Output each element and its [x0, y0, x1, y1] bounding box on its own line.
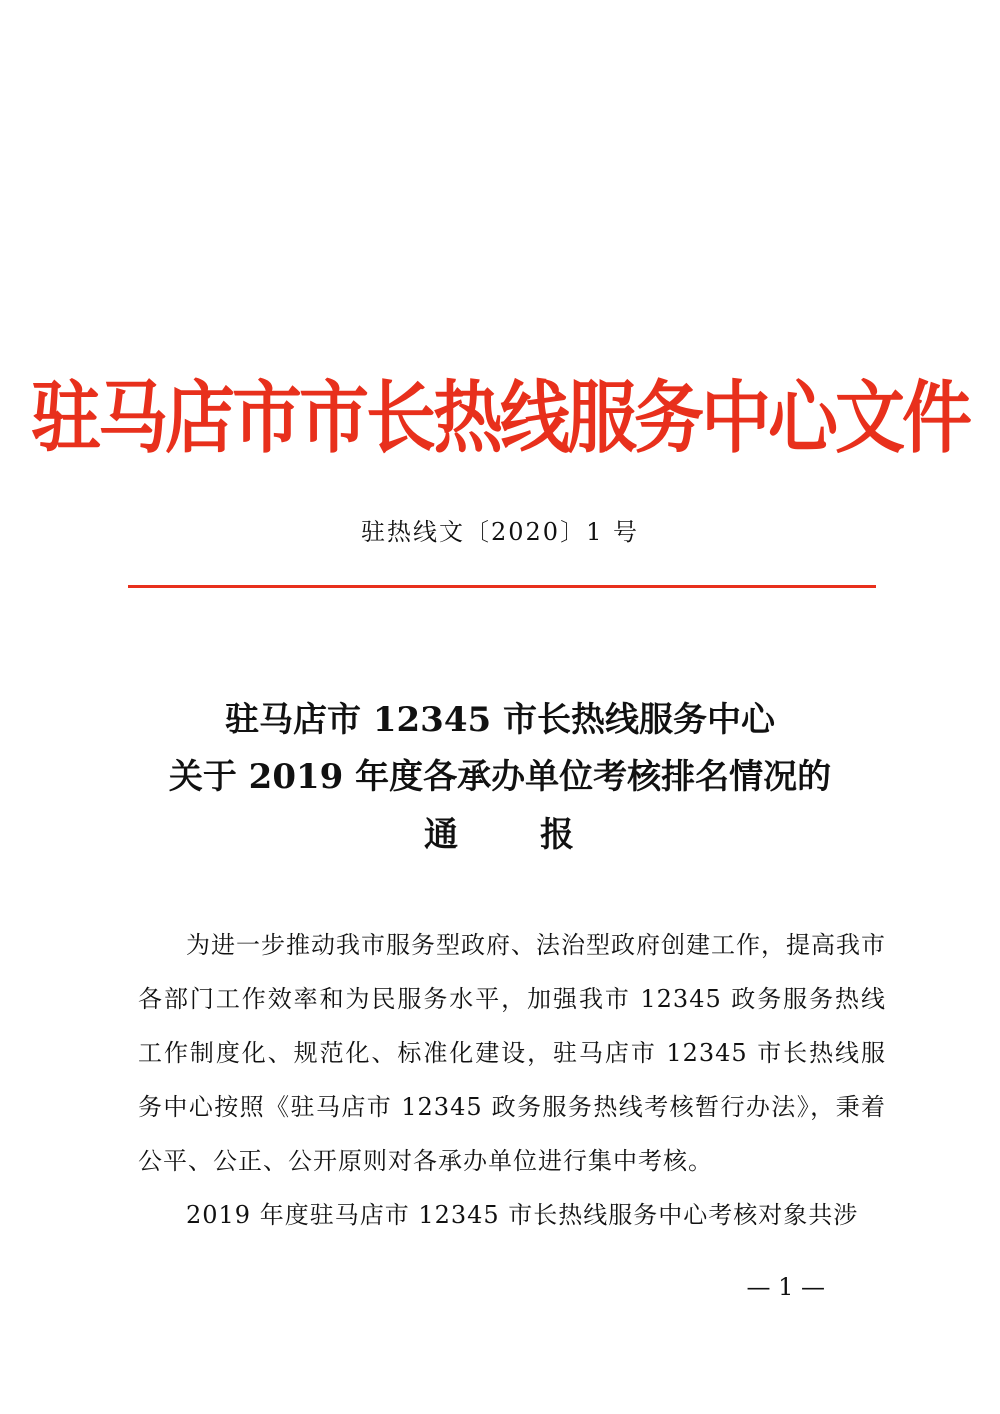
body-paragraph-1: 为进一步推动我市服务型政府、法治型政府创建工作，提高我市各部门工作效率和为民服务水平，加强我市 12345 政务服务热线工作制度化、规范化、标准化建设，驻马店市 12345 市长热线服务中心按照《驻马店市 12345 政务服务热线考核暂行办法》，秉着公平、公正、公开原则对各承办单位进行集中考核。: [138, 931, 886, 1175]
document-title-line-3: [0, 810, 1000, 860]
masthead-title: 驻马店市市长热线服务中心文件: [31, 372, 969, 464]
title-word-tong: 通: [424, 815, 460, 855]
title-word-bao: 报: [540, 815, 576, 855]
document-title-line-1: 驻马店市 12345 市长热线服务中心: [225, 700, 775, 740]
body-paragraph-2: 2019 年度驻马店市 12345 市长热线服务中心考核对象共涉: [186, 1201, 859, 1229]
document-body: [138, 918, 886, 1242]
red-separator-rule: [128, 585, 876, 588]
document-number: 驻热线文〔2020〕1 号: [361, 518, 639, 546]
document-title-line-2: 关于 2019 年度各承办单位考核排名情况的: [168, 757, 832, 797]
page-number: — 1 —: [746, 1273, 825, 1301]
